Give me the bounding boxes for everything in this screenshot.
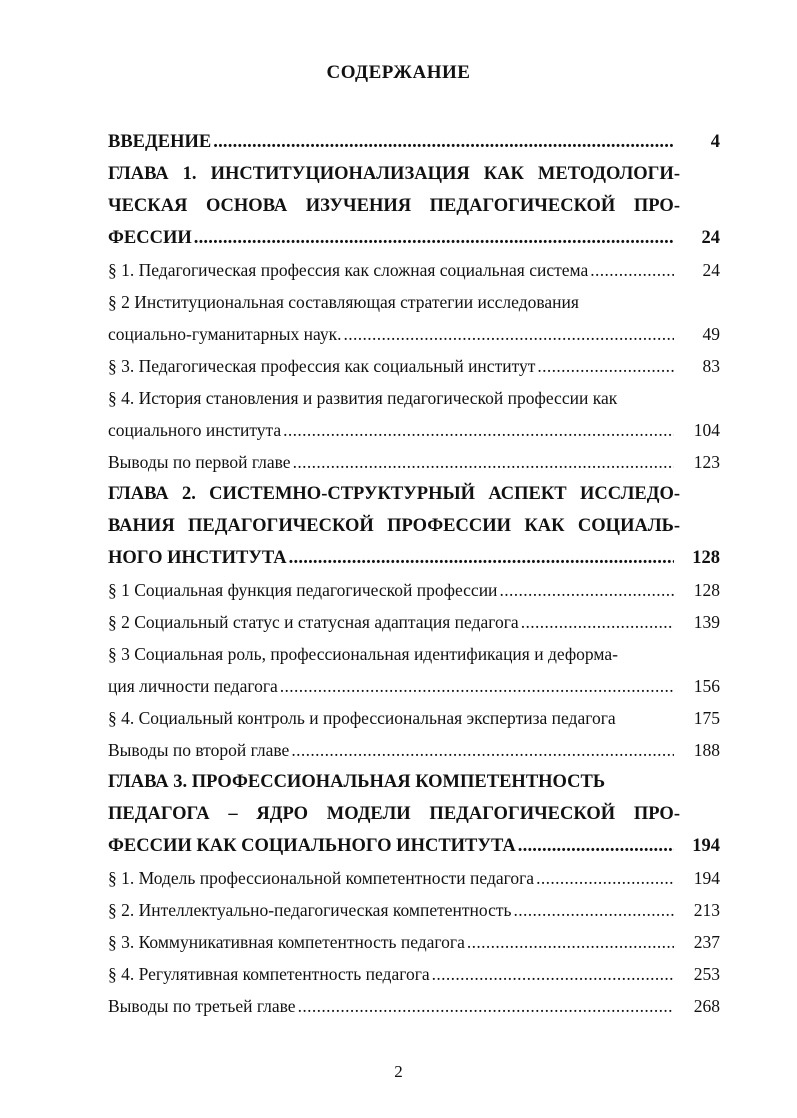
toc-entry-3-conclusion[interactable]: [108, 990, 720, 1022]
toc-entry-text: ВВЕДЕНИЕ: [108, 132, 212, 152]
dot-leader: [293, 446, 674, 478]
toc-chapter-1-line-1[interactable]: [108, 158, 720, 190]
dot-leader: [536, 862, 674, 894]
toc-entry-2-4[interactable]: [108, 702, 720, 734]
toc-entry-intro[interactable]: [108, 126, 720, 158]
toc-page-number: 49: [702, 324, 720, 344]
dot-leader: [518, 830, 674, 862]
toc-chapter-3-line-2[interactable]: [108, 798, 720, 830]
toc-entry-3-1[interactable]: [108, 862, 720, 894]
toc-page-number: 139: [693, 612, 720, 632]
toc-chapter-2-line-2[interactable]: [108, 510, 720, 542]
toc-page-number: 128: [692, 548, 720, 568]
toc-entry-text: социального института: [108, 420, 282, 440]
toc-entry-text: § 2 Социальный статус и статусная адаптация педагога: [108, 612, 519, 632]
toc-entry-text: НОГО ИНСТИТУТА: [108, 548, 287, 568]
dot-leader: [283, 414, 674, 446]
dot-leader: [521, 606, 674, 638]
toc-entry-text: § 1. Модель профессиональной компетентности педагога: [108, 868, 535, 888]
dot-leader: [213, 126, 674, 158]
chapter-heading-text: ЧЕСКАЯ ОСНОВА ИЗУЧЕНИЯ ПЕДАГОГИЧЕСКОЙ ПРО-: [108, 196, 680, 216]
toc-entry-text: § 3. Коммуникативная компетентность педагога: [108, 932, 465, 952]
toc-entry-text: § 4. Социальный контроль и профессиональная экспертиза педагога: [108, 708, 616, 728]
toc-page-number: 268: [693, 996, 720, 1016]
toc-entry-2-1[interactable]: [108, 574, 720, 606]
toc-entry-text: § 4. История становления и развития педагогической профессии как: [108, 388, 618, 408]
toc-entry-1-1[interactable]: [108, 254, 720, 286]
chapter-heading-text: ВАНИЯ ПЕДАГОГИЧЕСКОЙ ПРОФЕССИИ КАК СОЦИАЛЬ-: [108, 516, 680, 536]
toc-chapter-1-line-3[interactable]: [108, 222, 720, 254]
toc-entry-text: § 3. Педагогическая профессия как социальный институт: [108, 356, 536, 376]
toc-entry-text: Выводы по второй главе: [108, 740, 290, 760]
dot-leader: [432, 958, 674, 990]
toc-page-number: 175: [693, 708, 720, 728]
page-number: 2: [394, 1062, 403, 1081]
toc-page-number: 253: [693, 964, 720, 984]
toc-entry-1-conclusion[interactable]: [108, 446, 720, 478]
dot-leader: [590, 254, 674, 286]
dot-leader: [291, 734, 674, 766]
toc-chapter-3-line-1[interactable]: [108, 766, 720, 798]
toc-page-number: 123: [693, 452, 720, 472]
toc-page-number: 156: [693, 676, 720, 696]
toc-chapter-2-line-1[interactable]: [108, 478, 720, 510]
chapter-heading-text: ГЛАВА 1. ИНСТИТУЦИОНАЛИЗАЦИЯ КАК МЕТОДОЛОГИ-: [108, 164, 680, 184]
toc-entry-1-4-line-1[interactable]: [108, 382, 720, 414]
toc-entry-3-2[interactable]: [108, 894, 720, 926]
table-of-contents: [108, 126, 720, 1022]
toc-entry-text: социально-гуманитарных наук.: [108, 324, 342, 344]
toc-page-number: 104: [693, 420, 720, 440]
toc-entry-text: § 2. Интеллектуально-педагогическая компетентность: [108, 900, 512, 920]
toc-entry-text: § 1. Педагогическая профессия как сложная социальная система: [108, 260, 589, 280]
chapter-heading-text: ГЛАВА 3. ПРОФЕССИОНАЛЬНАЯ КОМПЕТЕНТНОСТЬ: [108, 772, 606, 792]
toc-page-number: 24: [701, 228, 720, 248]
toc-entry-3-4[interactable]: [108, 958, 720, 990]
toc-page-number: 188: [693, 740, 720, 760]
toc-page-number: 83: [702, 356, 720, 376]
toc-entry-text: ФЕССИИ КАК СОЦИАЛЬНОГО ИНСТИТУТА: [108, 836, 516, 856]
dot-leader: [280, 670, 674, 702]
page-title: СОДЕРЖАНИЕ: [326, 62, 471, 83]
toc-entry-text: Выводы по третьей главе: [108, 996, 296, 1016]
chapter-heading-text: ГЛАВА 2. СИСТЕМНО-СТРУКТУРНЫЙ АСПЕКТ ИССЛЕДО-: [108, 484, 680, 504]
toc-page-number: 4: [710, 132, 720, 152]
dot-leader: [289, 542, 674, 574]
toc-entry-3-3[interactable]: [108, 926, 720, 958]
toc-page-number: 24: [702, 260, 720, 280]
chapter-heading-text: ПЕДАГОГА – ЯДРО МОДЕЛИ ПЕДАГОГИЧЕСКОЙ ПРО-: [108, 804, 680, 824]
toc-entry-text: Выводы по первой главе: [108, 452, 291, 472]
toc-page-number: 213: [693, 900, 720, 920]
toc-entry-text: § 4. Регулятивная компетентность педагога: [108, 964, 430, 984]
toc-chapter-1-line-2[interactable]: [108, 190, 720, 222]
toc-chapter-2-line-3[interactable]: [108, 542, 720, 574]
toc-entry-2-3-line-1[interactable]: [108, 638, 720, 670]
toc-entry-1-2-line-1[interactable]: [108, 286, 720, 318]
toc-entry-text: ция личности педагога: [108, 676, 278, 696]
dot-leader: [537, 350, 674, 382]
dot-leader: [194, 222, 674, 254]
toc-page-number: 194: [692, 836, 720, 856]
toc-entry-text: § 1 Социальная функция педагогической профессии: [108, 580, 498, 600]
dot-leader: [499, 574, 674, 606]
toc-entry-2-conclusion[interactable]: [108, 734, 720, 766]
toc-page-number: 237: [693, 932, 720, 952]
dot-leader: [513, 894, 674, 926]
toc-entry-text: § 3 Социальная роль, профессиональная идентификация и деформа-: [108, 644, 618, 664]
toc-page-number: 194: [693, 868, 720, 888]
dot-leader: [343, 318, 674, 350]
toc-page-number: 128: [693, 580, 720, 600]
toc-entry-1-4-line-2[interactable]: [108, 414, 720, 446]
toc-entry-2-3-line-2[interactable]: [108, 670, 720, 702]
toc-entry-text: ФЕССИИ: [108, 228, 192, 248]
dot-leader: [298, 990, 674, 1022]
dot-leader: [467, 926, 674, 958]
toc-entry-text: § 2 Институциональная составляющая стратегии исследования: [108, 292, 579, 312]
toc-entry-2-2[interactable]: [108, 606, 720, 638]
toc-chapter-3-line-3[interactable]: [108, 830, 720, 862]
toc-entry-1-2-line-2[interactable]: [108, 318, 720, 350]
toc-entry-1-3[interactable]: [108, 350, 720, 382]
